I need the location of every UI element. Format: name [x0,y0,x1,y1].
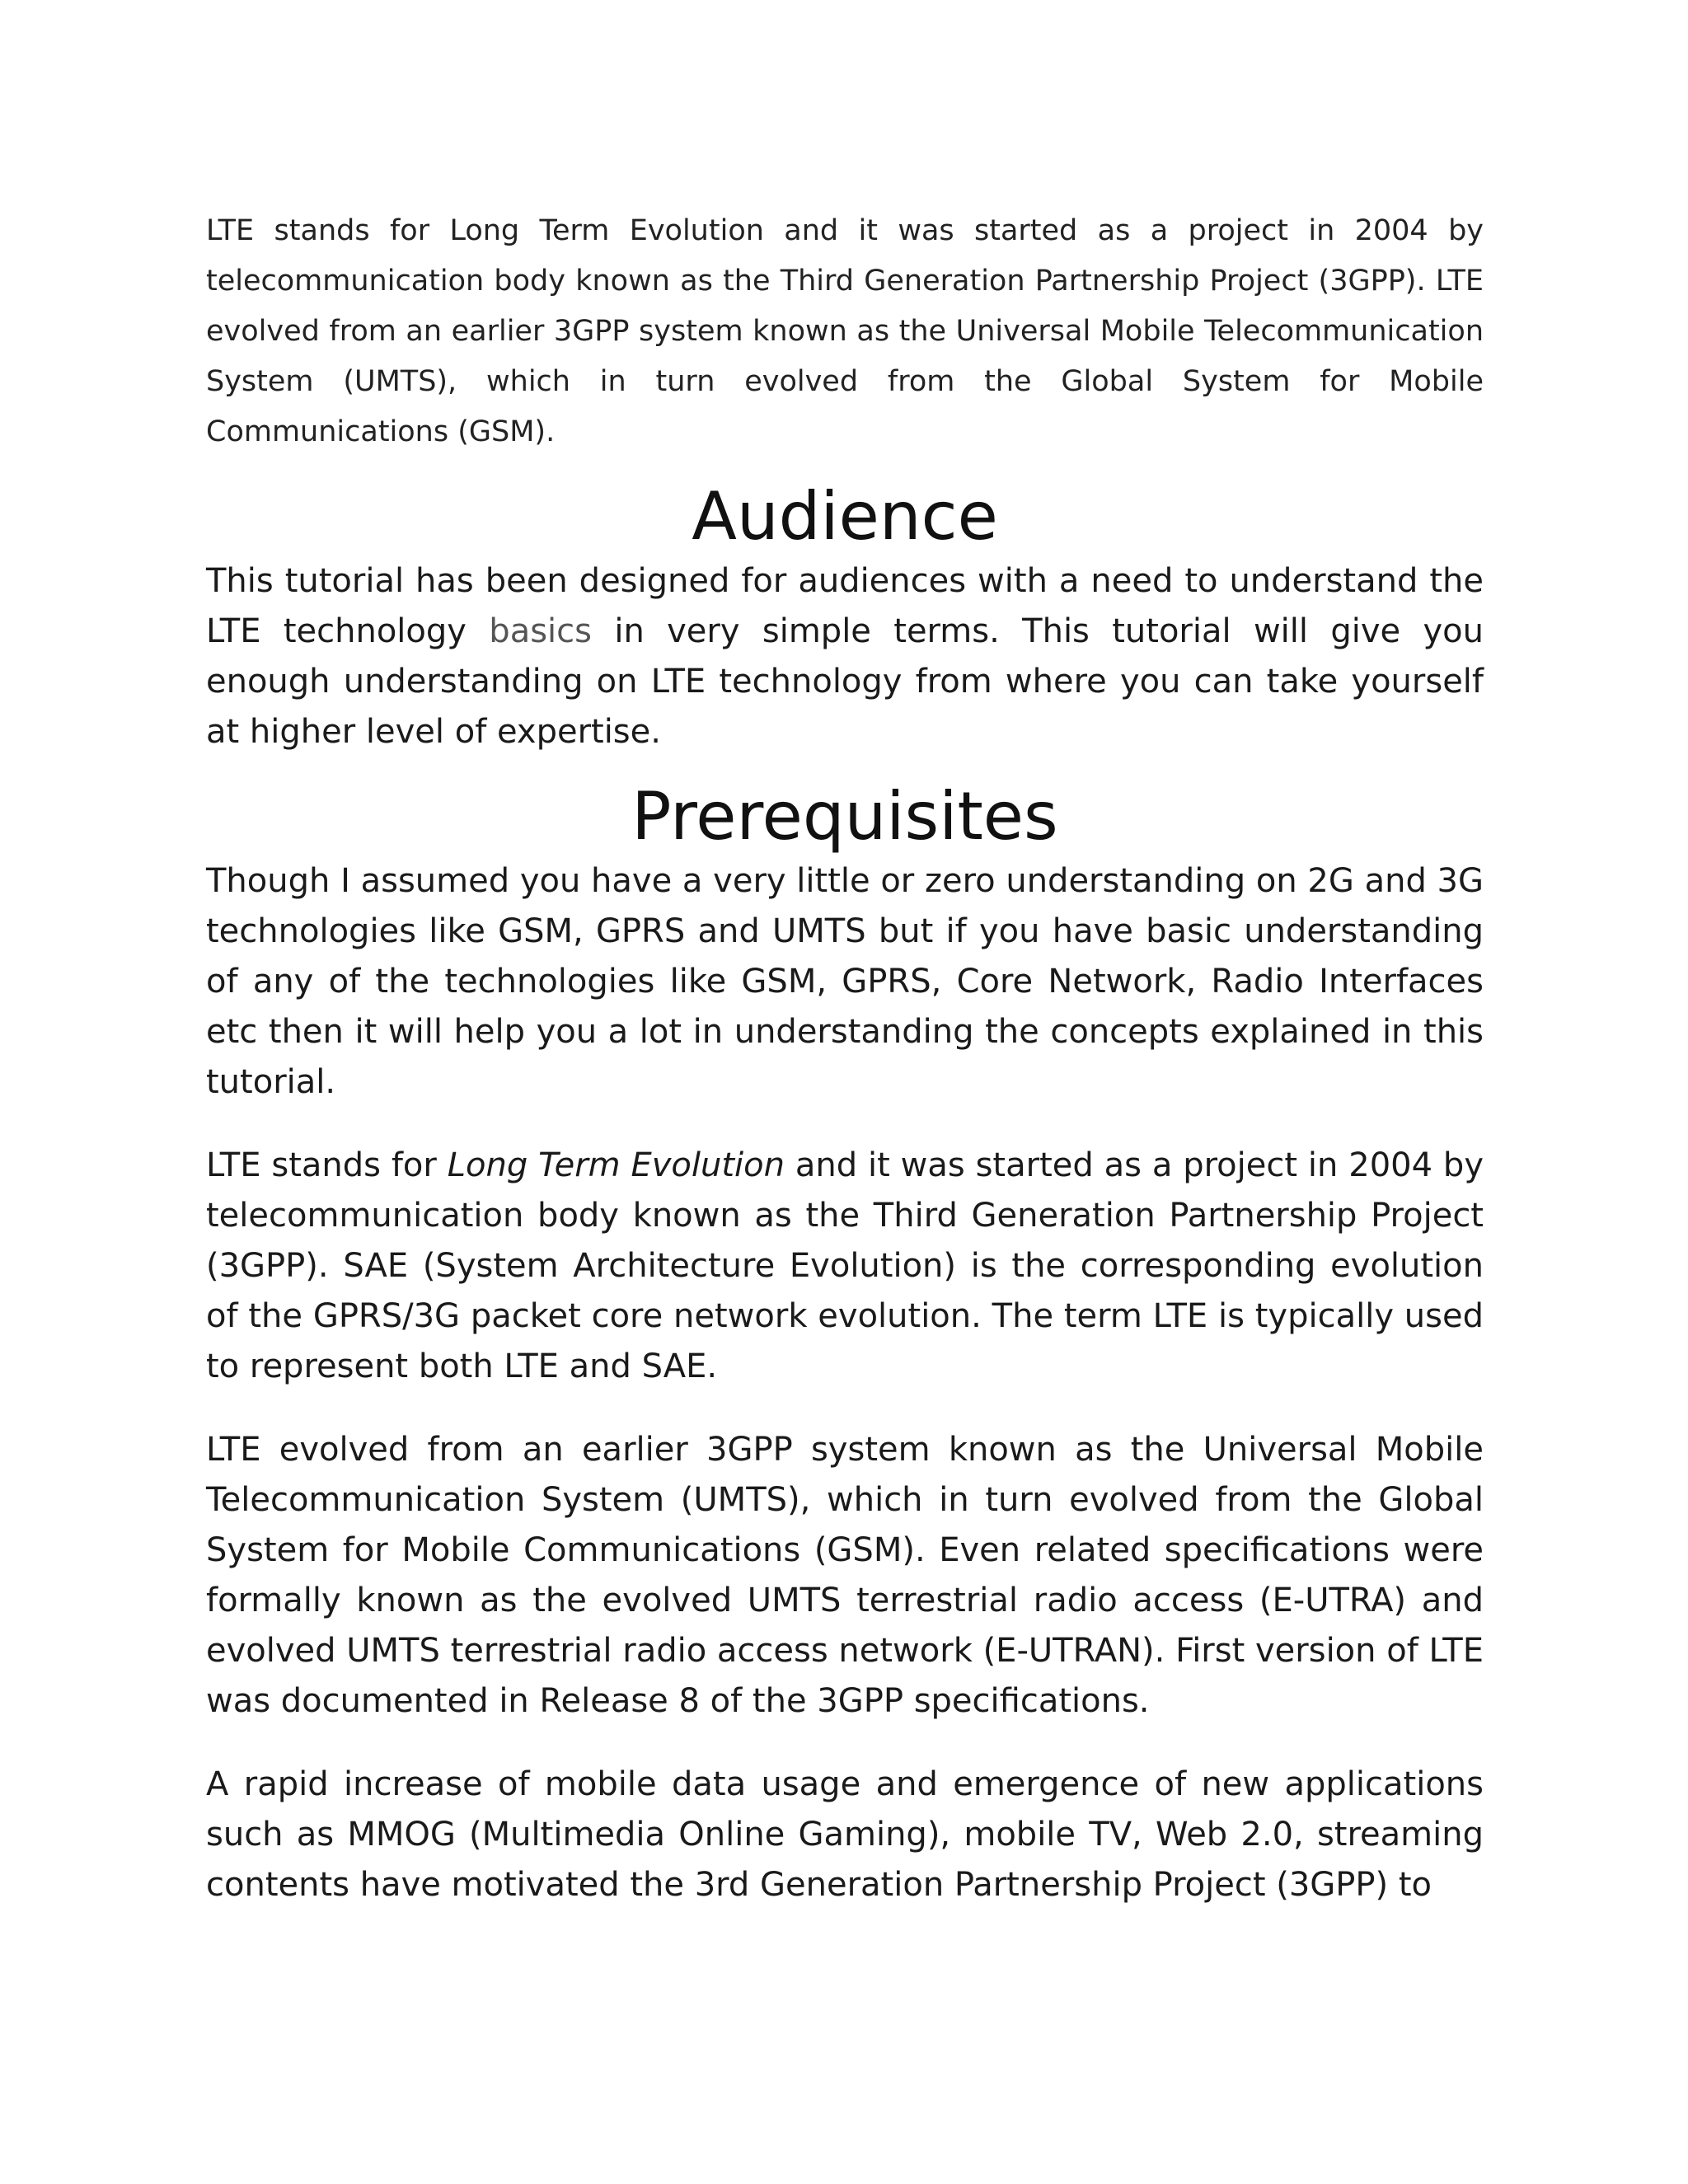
para1-emphasis: Long Term Evolution [447,1146,785,1184]
audience-text-before: This tutorial has been designed for audiences with a need to understand the LTE technology [206,562,1484,650]
para1-before: LTE stands for [206,1146,448,1184]
prerequisites-paragraph: Though I assumed you have a very little or zero understanding on 2G and 3G technologies like GSM, GPRS and UMTS but if you have basic understanding of any of the technologies like GSM, GPRS, Core Network, Radio Interfaces etc then it will help you a lot in understanding the concepts explained in this tutorial. [206,862,1484,1101]
audience-highlight: basics [489,612,592,650]
mobile-data-paragraph: A rapid increase of mobile data usage and emergence of new applications such as MMOG (Multimedia Online Gaming), mobile TV, Web 2.0, streaming contents have motivated the 3rd Generation Partnership Project (3GPP) to [206,1765,1484,1904]
prerequisites-heading: Prerequisites [631,778,1058,855]
lte-definition-paragraph [206,1141,1484,1392]
para1-after: and it was started as a project in 2004 by telecommunication body known as the Third Generation Partnership Project (3GPP). SAE (System Architecture Evolution) is the corresponding evolution of the GPRS/3G packet core network evolution. The term LTE is typically used to represent both LTE and SAE. [206,1146,1484,1385]
document-page [206,206,1484,1910]
audience-text-after: in very simple terms. This tutorial will give you enough understanding on LTE technology from where you can take yourself at higher level of expertise. [206,612,1484,751]
lte-evolution-paragraph: LTE evolved from an earlier 3GPP system known as the Universal Mobile Telecommunication System (UMTS), which in turn evolved from the Global System for Mobile Communications (GSM). Even related specifications were formally known as the evolved UMTS terrestrial radio access (E-UTRA) and evolved UMTS terrestrial radio access network (E-UTRAN). First version of LTE was documented in Release 8 of the 3GPP specifications. [206,1431,1484,1720]
audience-paragraph [206,556,1484,757]
audience-heading: Audience [692,478,998,555]
intro-paragraph: LTE stands for Long Term Evolution and it was started as a project in 2004 by telecommunication body known as the Third Generation Partnership Project (3GPP). LTE evolved from an earlier 3GPP system known as the Universal Mobile Telecommunication System (UMTS), which in turn evolved from the Global System for Mobile Communications (GSM). [206,214,1484,448]
